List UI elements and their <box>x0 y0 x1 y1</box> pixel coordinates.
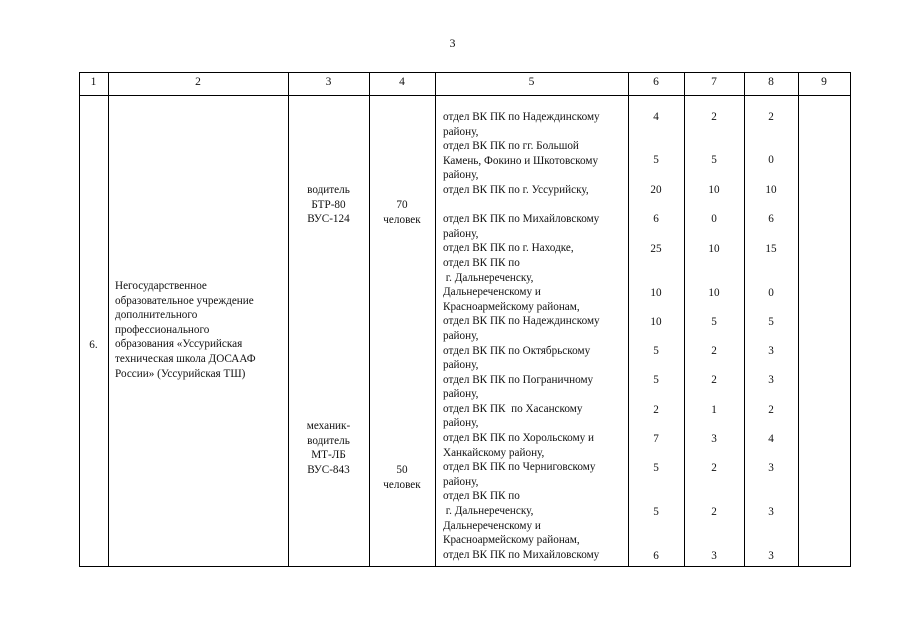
number-cell-col-7: 1 <box>711 404 717 416</box>
org-line: образования «Уссурийская <box>115 338 243 351</box>
header-separator <box>79 95 851 96</box>
department-line: отдел ВК ПК по Черниговскому <box>443 461 596 474</box>
count-1 <box>369 198 435 227</box>
department-line: отдел ВК ПК по Михайловскому <box>443 213 600 226</box>
number-cell-col-8: 10 <box>765 184 777 196</box>
number-cell-col-7: 5 <box>711 316 717 328</box>
department-line: району, <box>443 475 479 488</box>
number-cell-col-8: 3 <box>768 345 774 357</box>
department-line: району, <box>443 329 479 342</box>
header-col-1: 1 <box>90 76 97 88</box>
number-cell-col-7: 10 <box>708 184 720 196</box>
count-2 <box>369 463 435 492</box>
col-border <box>288 72 289 567</box>
department-line: отдел ВК ПК по гг. Большой <box>443 140 579 153</box>
org-line: России» (Уссурийская ТШ) <box>115 367 246 380</box>
department-line: отдел ВК ПК по Пограничному <box>443 373 594 386</box>
organization-name <box>115 279 287 381</box>
number-cell-col-6: 5 <box>653 462 659 474</box>
number-cell-col-8: 6 <box>768 213 774 225</box>
speciality-line: ВУС-843 <box>307 463 350 476</box>
department-line: отдел ВК ПК по г. Уссурийску, <box>443 183 589 196</box>
table-border-top <box>79 72 851 73</box>
department-line: Камень, Фокино и Шкотовскому <box>443 154 599 167</box>
department-line: отдел ВК ПК по Надеждинскому <box>443 111 600 123</box>
number-cell-col-6: 2 <box>653 404 659 416</box>
header-col-4: 4 <box>399 76 405 88</box>
number-cell-col-6: 10 <box>650 287 662 299</box>
number-cell-col-8: 4 <box>768 433 774 445</box>
col-border <box>79 72 80 567</box>
col-border <box>798 72 799 567</box>
number-cell-col-8: 2 <box>768 111 774 123</box>
number-cell-col-6: 25 <box>650 243 662 255</box>
department-line: Дальнереченскому и <box>443 286 541 299</box>
department-line: отдел ВК ПК по Хорольскому и <box>443 432 595 445</box>
number-cell-col-6: 10 <box>650 316 662 328</box>
table-border-bottom <box>79 566 851 567</box>
number-cell-col-6: 6 <box>653 550 659 562</box>
org-line: дополнительного <box>115 309 198 322</box>
department-line: отдел ВК ПК по Надеждинскому <box>443 315 600 328</box>
number-cell-col-8: 5 <box>768 316 774 328</box>
header-col-9: 9 <box>821 76 827 88</box>
number-cell-col-6: 5 <box>653 345 659 357</box>
number-cell-col-7: 2 <box>711 111 717 123</box>
number-cell-col-7: 2 <box>711 506 717 518</box>
number-cell-col-7: 5 <box>711 154 717 166</box>
number-cell-col-6: 5 <box>653 154 659 166</box>
number-cell-col-8: 3 <box>768 550 774 562</box>
department-line: отдел ВК ПК по Михайловскому <box>443 548 600 561</box>
org-line: профессионального <box>115 323 210 336</box>
number-cell-col-8: 0 <box>768 287 774 299</box>
count-unit: человек <box>383 213 421 226</box>
speciality-line: водитель <box>307 184 350 196</box>
count-value: 70 <box>396 199 408 211</box>
number-cell-col-7: 2 <box>711 374 717 386</box>
department-line: району, <box>443 417 479 430</box>
department-line: Ханкайскому району, <box>443 446 545 459</box>
department-line: району, <box>443 359 479 372</box>
speciality-line: МТ-ЛБ <box>311 449 346 462</box>
number-cell-col-6: 4 <box>653 111 659 123</box>
header-col-7: 7 <box>711 76 717 88</box>
department-line: г. Дальнереченску, <box>443 505 534 518</box>
number-cell-col-7: 3 <box>711 550 717 562</box>
number-cell-col-8: 3 <box>768 506 774 518</box>
number-cell-col-7: 2 <box>711 462 717 474</box>
number-cell-col-8: 3 <box>768 374 774 386</box>
number-cell-col-6: 5 <box>653 374 659 386</box>
speciality-line: БТР-80 <box>311 198 346 211</box>
col-border <box>850 72 851 567</box>
header-col-8: 8 <box>768 76 774 88</box>
speciality-1 <box>288 183 369 227</box>
allocation-table <box>79 72 851 567</box>
number-cell-col-6: 7 <box>653 433 659 445</box>
department-line: отдел ВК ПК по <box>443 490 520 503</box>
number-cell-col-6: 20 <box>650 184 662 196</box>
number-cell-col-7: 2 <box>711 345 717 357</box>
col-border <box>435 72 436 567</box>
department-line: отдел ВК ПК по г. Находке, <box>443 242 574 255</box>
row-index: 6. <box>89 339 98 351</box>
speciality-line: механик- <box>306 420 351 432</box>
header-col-6: 6 <box>653 76 659 88</box>
speciality-line: ВУС-124 <box>307 213 350 226</box>
page-number: 3 <box>449 36 456 50</box>
header-col-2: 2 <box>195 76 201 88</box>
org-line: образовательное учреждение <box>115 294 254 307</box>
department-line: Красноармейскому районам, <box>443 300 580 313</box>
department-line: району, <box>443 169 479 182</box>
header-col-5: 5 <box>528 76 535 88</box>
department-line: району, <box>443 227 479 240</box>
department-line: отдел ВК ПК по Хасанскому <box>443 402 583 415</box>
number-cell-col-6: 6 <box>653 213 659 225</box>
col-border <box>108 72 109 567</box>
number-cell-col-7: 10 <box>708 287 720 299</box>
department-line <box>443 198 627 213</box>
department-line: Красноармейскому районам, <box>443 534 580 547</box>
number-cell-col-8: 3 <box>768 462 774 474</box>
department-line: району, <box>443 388 479 401</box>
speciality-2 <box>288 419 369 477</box>
number-cell-col-8: 0 <box>768 154 774 166</box>
department-line: г. Дальнереченску, <box>443 271 534 284</box>
departments-list <box>443 110 627 562</box>
count-value: 50 <box>396 464 408 476</box>
number-cell-col-6: 5 <box>653 506 659 518</box>
number-cell-col-7: 0 <box>711 213 717 225</box>
header-col-3: 3 <box>325 76 332 88</box>
number-cell-col-8: 2 <box>768 404 774 416</box>
number-cell-col-7: 10 <box>708 243 720 255</box>
org-line: техническая школа ДОСААФ <box>115 352 256 365</box>
count-unit: человек <box>383 478 421 491</box>
department-line: Дальнереченскому и <box>443 519 541 532</box>
col-border <box>369 72 370 567</box>
speciality-line: водитель <box>307 434 350 447</box>
org-line: Негосударственное <box>115 280 207 292</box>
number-cell-col-7: 3 <box>711 433 717 445</box>
number-cell-col-8: 15 <box>765 243 777 255</box>
department-line: отдел ВК ПК по Октябрьскому <box>443 344 591 357</box>
department-line: отдел ВК ПК по <box>443 256 520 269</box>
department-line: району, <box>443 125 479 138</box>
